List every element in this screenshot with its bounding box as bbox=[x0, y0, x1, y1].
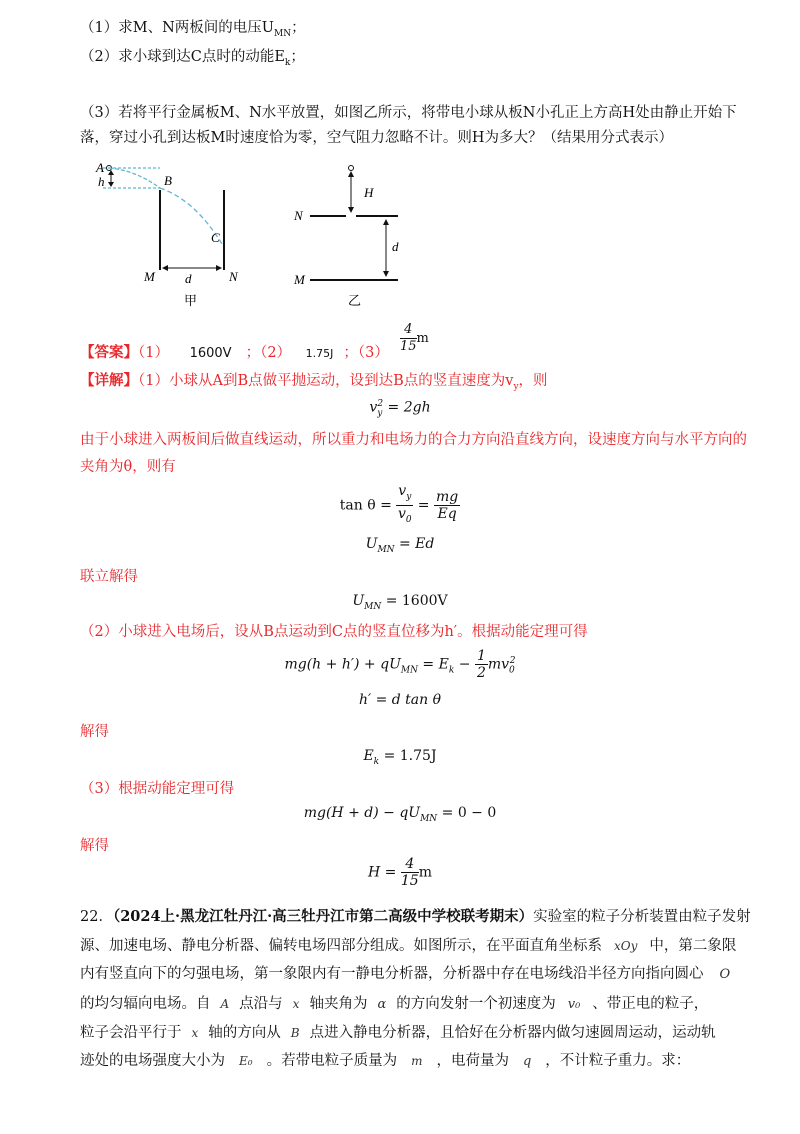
label-m-yi: M bbox=[294, 272, 305, 287]
label-b: B bbox=[164, 173, 172, 188]
eq-h-result: H = $\frac{4}{15}$ m bbox=[368, 856, 432, 889]
eq-umn-result: $U_{MN} = 1600V$ bbox=[352, 593, 448, 612]
q22-line1: 22．（2024上·黑龙江牡丹江·高三牡丹江市第二高级中学校联考期末）实验室的粒子分析装置由粒子发射 bbox=[80, 908, 751, 925]
eq-energy: $mg(h + h') + qU_{MN} = E_k$ − $\frac{1}{2}$ $mv_0^2$ bbox=[284, 648, 516, 681]
jiede-label-2: 解得 bbox=[80, 838, 109, 854]
eq-h-energy: $mg(H + d) - qU_{MN} = 0 - 0$ bbox=[303, 805, 497, 824]
caption-jia: 甲 bbox=[184, 293, 198, 308]
q22-line3: 内有竖直向下的匀强电场，第一象限内有一静电分析器，分析器中存在电场线沿半径方向指向圆心 O bbox=[80, 966, 731, 982]
figure-diagram bbox=[0, 160, 800, 340]
lianli-label: 联立解得 bbox=[80, 569, 138, 585]
caption-yi: 乙 bbox=[348, 293, 362, 308]
question-1: （1）求M、N两板间的电压$U_{MN}$； bbox=[80, 20, 306, 39]
q22-line2: 源、加速电场、静电分析器、偏转电场四部分组成。如图所示，在平面直角坐标系 xOy 中，第二象限 bbox=[80, 938, 737, 954]
question-3-line1: （3）若将平行金属板M、N水平放置，如图乙所示，将带电小球从板N小孔正上方高H处由静止开始下 bbox=[80, 105, 737, 121]
eq-h-prime: h′ = d tan θ bbox=[358, 692, 442, 708]
label-big-h: H bbox=[364, 185, 374, 200]
q22-line4: 的均匀辐向电场。自 A 点沿与 x 轴夹角为 α 的方向发射一个初速度为 v₀ 、带正电的粒子， bbox=[80, 996, 709, 1012]
jiede-label-1: 解得 bbox=[80, 724, 109, 740]
label-n-jia: N bbox=[229, 269, 238, 284]
trajectory-ab bbox=[109, 168, 160, 188]
detail-part3: （3）根据动能定理可得 bbox=[80, 781, 235, 797]
answer-line: 【答案】（1） 1600V ；（2） 1.75J ；（3） bbox=[80, 344, 389, 361]
eq-tan-theta: tan θ = $\frac{v_y}{v_0}$ = $\frac{mg}{Eq}$ bbox=[339, 483, 459, 525]
label-h: h bbox=[98, 174, 105, 189]
figure-yi bbox=[293, 166, 399, 309]
label-d-jia: d bbox=[185, 271, 192, 286]
question-2: （2）求小球到达C点时的动能$E_k$； bbox=[80, 49, 305, 68]
eq-ek-result: $E_k = 1.75J$ bbox=[363, 748, 437, 767]
detail-part2: （2）小球进入电场后，设从B点运动到C点的竖直位移为h′。根据动能定理可得 bbox=[80, 624, 588, 640]
label-c: C bbox=[211, 230, 220, 245]
detail-part1: 【详解】（1）小球从A到B点做平抛运动，设到达B点的竖直速度为$v_y$，则 bbox=[80, 372, 548, 392]
detail-para2-line2: 夹角为θ，则有 bbox=[80, 459, 176, 475]
detail-para2-line1: 由于小球进入两板间后做直线运动，所以重力和电场力的合力方向沿直线方向，设速度方向与水平方向的 bbox=[80, 432, 747, 448]
label-d-yi: d bbox=[392, 239, 399, 254]
point-h-dot bbox=[349, 166, 354, 171]
figure-jia bbox=[95, 160, 239, 308]
label-n-yi: N bbox=[294, 208, 303, 223]
q22-line6: 迹处的电场强度大小为 E₀ 。若带电粒子质量为 m ，电荷量为 q ，不计粒子重力。求： bbox=[80, 1053, 691, 1069]
eq-umn-ed: $U_{MN} = Ed$ bbox=[365, 536, 435, 555]
eq-vy-squared: $v_y^2 = 2gh$ bbox=[369, 399, 431, 419]
answer-3-fraction: $\frac{4}{15}$ m bbox=[400, 322, 429, 354]
question-3-line2: 落，穿过小孔到达板M时速度恰为零，空气阻力忽略不计。则H为多大？（结果用分式表示） bbox=[80, 130, 673, 146]
label-m-jia: M bbox=[144, 269, 155, 284]
label-a: A bbox=[96, 160, 104, 175]
q22-line5: 粒子会沿平行于 x 轴的方向从 B 点进入静电分析器，且恰好在分析器内做匀速圆周运动，运动轨 bbox=[80, 1025, 716, 1041]
